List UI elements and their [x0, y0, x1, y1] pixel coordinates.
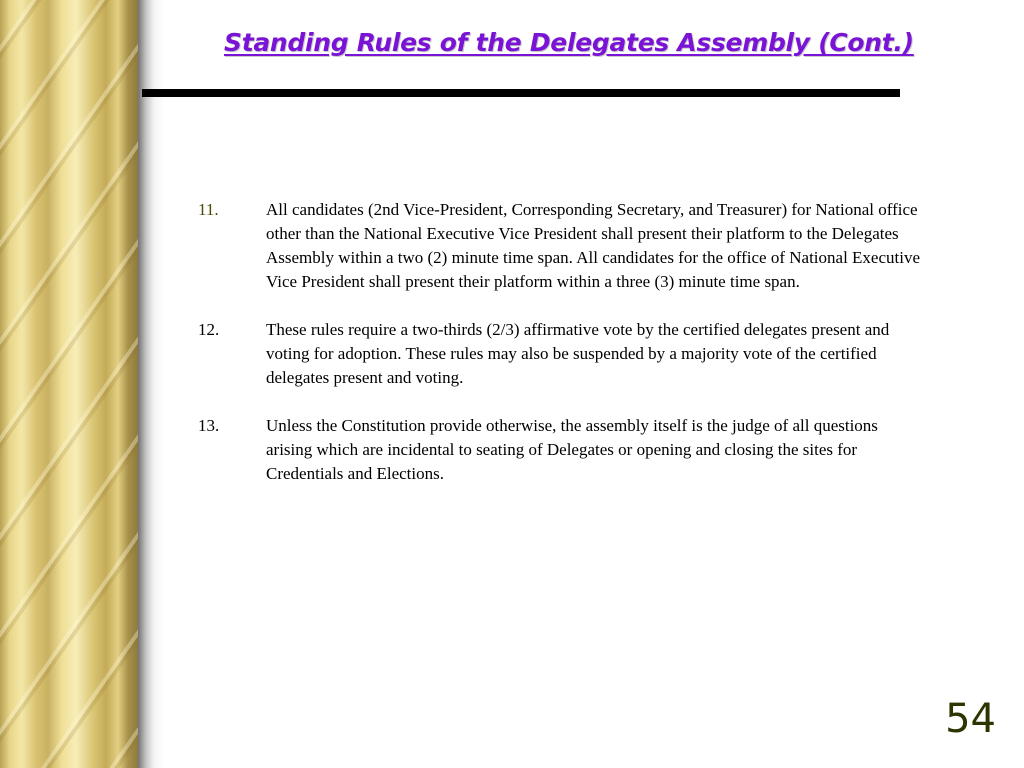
rule-number: 13.	[198, 416, 220, 435]
rule-text: Unless the Constitution provide otherwise, the assembly itself is the judge of all questions arising which are incidental to seating of Delegates or opening and closing the sites for Credentials and Elections.	[266, 416, 878, 483]
page-number: 54	[945, 696, 996, 742]
rules-list	[198, 198, 928, 510]
rule-number: 12.	[198, 320, 220, 339]
rule-item-12	[198, 318, 928, 390]
rule-number: 11.	[198, 200, 219, 219]
decorative-gold-column	[0, 0, 138, 768]
column-shadow	[138, 0, 164, 768]
slide-title: Standing Rules of the Delegates Assembly (Cont.)	[224, 28, 914, 57]
title-divider	[142, 89, 900, 97]
rule-item-11	[198, 198, 928, 294]
rule-item-13	[198, 414, 928, 486]
rule-text: All candidates (2nd Vice-President, Corresponding Secretary, and Treasurer) for National office other than the National Executive Vice President shall present their platform to the Delegates Assembly within a two (2) minute time span. All candidates for the office of National Executive Vice President shall present their platform within a three (3) minute time span.	[266, 200, 921, 291]
rule-text: These rules require a two-thirds (2/3) affirmative vote by the certified delegates present and voting for adoption. These rules may also be suspended by a majority vote of the certified delegates present and voting.	[266, 320, 890, 387]
